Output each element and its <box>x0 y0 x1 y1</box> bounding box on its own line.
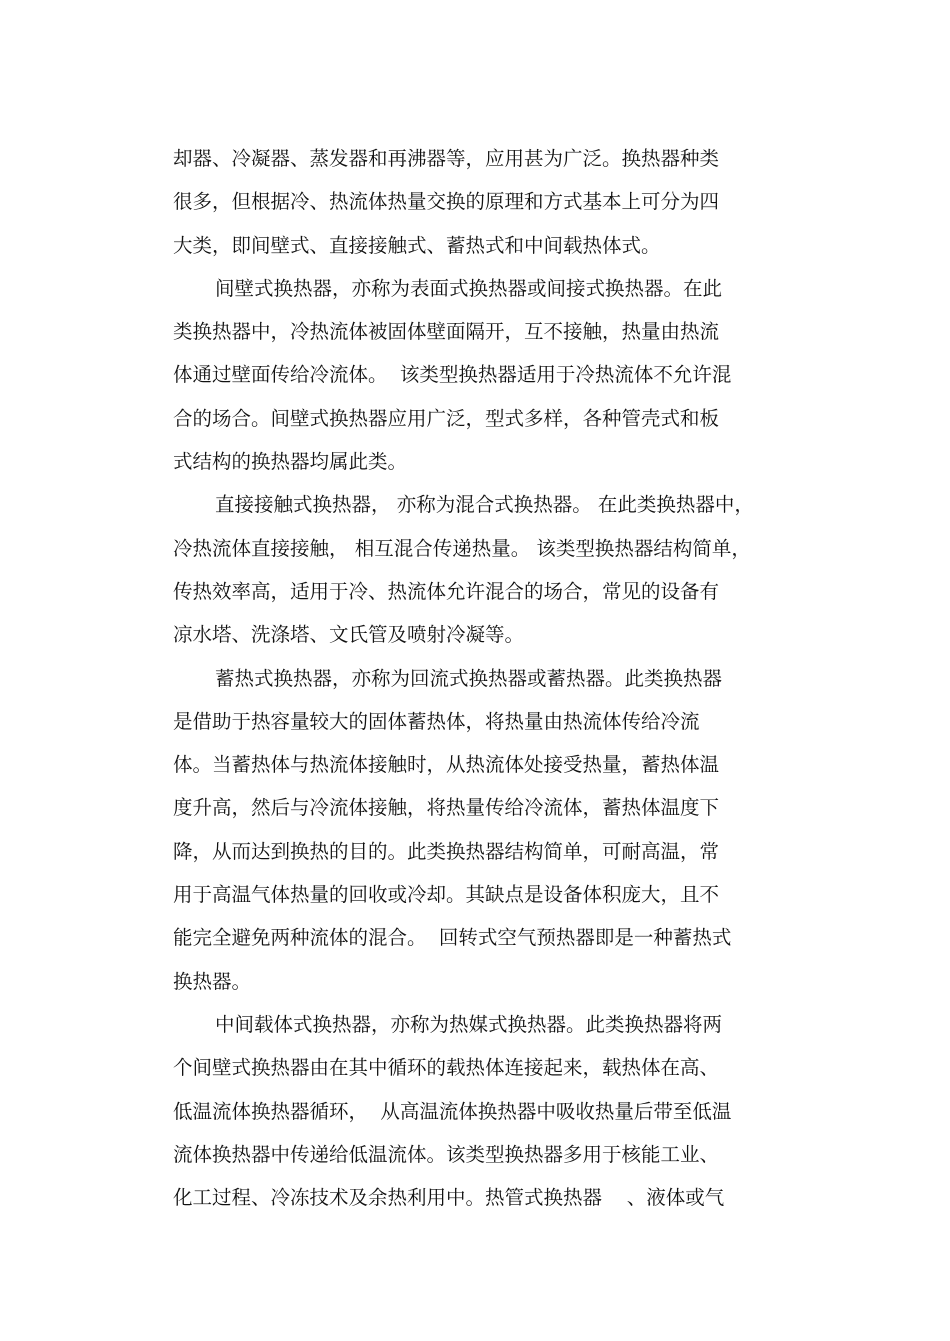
text-line: 类换热器中，冷热流体被固体壁面隔开，互不接触，热量由热流 <box>173 320 720 344</box>
text-line: 大类，即间壁式、直接接触式、蓄热式和中间载热体式。 <box>173 233 661 257</box>
paragraph-start-line: 中间载体式换热器，亦称为热媒式换热器。此类换热器将两 <box>215 1012 723 1036</box>
paragraph-start-line: 间壁式换热器，亦称为表面式换热器或间接式换热器。在此 <box>215 276 723 300</box>
text-line: 低温流体换热器循环， 从高温流体换热器中吸收热量后带至低温 <box>173 1099 732 1123</box>
text-line: 体。当蓄热体与热流体接触时，从热流体处接受热量，蓄热体温 <box>173 753 720 777</box>
text-line: 度升高，然后与冷流体接触，将热量传给冷流体，蓄热体温度下 <box>173 796 720 820</box>
text-line: 是借助于热容量较大的固体蓄热体，将热量由热流体传给冷流 <box>173 709 700 733</box>
text-line: 很多，但根据冷、热流体热量交换的原理和方式基本上可分为四 <box>173 190 720 214</box>
paragraph-start-line: 蓄热式换热器，亦称为回流式换热器或蓄热器。此类换热器 <box>215 666 723 690</box>
text-line: 降，从而达到换热的目的。此类换热器结构简单，可耐高温，常 <box>173 839 720 863</box>
text-line: 用于高温气体热量的回收或冷却。其缺点是设备体积庞大，且不 <box>173 883 720 907</box>
body-text <box>173 137 783 1219</box>
text-line: 化工过程、冷冻技术及余热利用中。热管式换热器 、液体或气 <box>173 1186 725 1210</box>
text-line: 冷热流体直接接触， 相互混合传递热量。 该类型换热器结构简单， <box>173 536 751 560</box>
text-line: 个间壁式换热器由在其中循环的载热体连接起来，载热体在高、 <box>173 1056 720 1080</box>
paragraph-start-line: 直接接触式换热器， 亦称为混合式换热器。 在此类换热器中， <box>215 493 754 517</box>
text-line: 凉水塔、洗涤塔、文氏管及喷射冷凝等。 <box>173 623 525 647</box>
text-line: 传热效率高，适用于冷、热流体允许混合的场合，常见的设备有 <box>173 579 720 603</box>
text-line: 体通过壁面传给冷流体。 该类型换热器适用于冷热流体不允许混 <box>173 363 732 387</box>
text-line: 合的场合。间壁式换热器应用广泛，型式多样，各种管壳式和板 <box>173 406 720 430</box>
text-line: 却器、冷凝器、蒸发器和再沸器等，应用甚为广泛。换热器种类 <box>173 147 720 170</box>
text-line: 换热器。 <box>173 969 252 993</box>
text-line: 式结构的换热器均属此类。 <box>173 450 408 474</box>
text-line: 流体换热器中传递给低温流体。该类型换热器多用于核能工业、 <box>173 1142 720 1166</box>
text-line: 能完全避免两种流体的混合。 回转式空气预热器即是一种蓄热式 <box>173 926 732 950</box>
